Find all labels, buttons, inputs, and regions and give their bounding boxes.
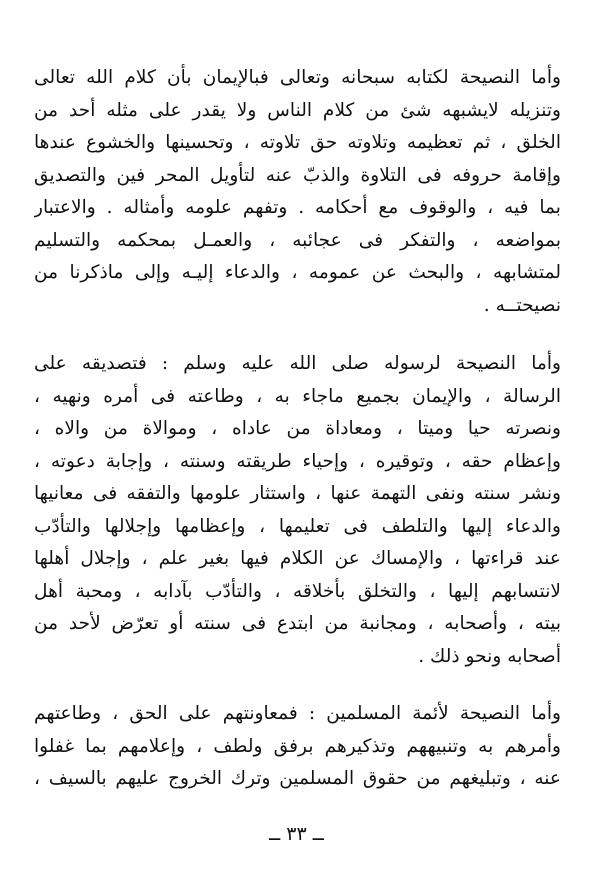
text-line: عنه ، وتبليغهم من حقوق المسلمين وترك الخروج عليهم بالسيف ، — [34, 768, 561, 789]
text-line: وإعظام حقه ، وتوقيره ، وإحياء طريقته وسنته ، وإجابة دعوته ، — [34, 450, 561, 472]
text-line: نصيحتــه . — [483, 294, 561, 316]
text-line: ونصرته حيا وميتا ، ومعاداة من عاداه ، وموالاة من والاه ، — [34, 418, 561, 439]
text-line: والدعاء إليها والتلطف فى تعليمها ، وإعظامها وإجلالها والتأدّب — [34, 515, 561, 537]
text-line: عند قراءتها ، والإمساك عن الكلام فيها بغير علم ، وإجلال أهلها — [34, 548, 561, 569]
text-line: بيته ، وأصحابه ، ومجانبة من ابتدع فى سنته أو تعرّض لأحد من — [34, 613, 561, 634]
text-line: الرسالة ، والإيمان بجميع ماجاء به ، وطاعته فى أمره ونهيه ، — [34, 385, 561, 407]
text-line: وأمرهم به وتنبيههم وتذكيرهم برفق ولطف ، وإعلامهم بما غفلوا — [34, 735, 561, 757]
text-line: وأما النصيحة لرسوله صلى الله عليه وسلم : فتصديقه على — [34, 353, 561, 374]
text-line: أصحابه ونحو ذلك . — [418, 645, 561, 667]
page-body — [34, 62, 561, 852]
text-line: بمواضعه ، والتفكر فى عجائبه ، والعمـل بمحكمه والتسليم — [34, 229, 561, 251]
paragraph-advice-for-book — [34, 62, 561, 322]
paragraph-advice-for-leaders — [34, 698, 561, 796]
text-line: بما فيه ، والوقوف مع أحكامه . وتفهم علومه وأمثاله . والاعتبار — [34, 197, 561, 218]
text-line: ونشر سنته ونفى التهمة عنها ، واستثار علومها والتفقه فى معانيها — [34, 483, 561, 504]
text-line: وإقامة حروفه فى التلاوة والذبّ عنه لتأويل المحر فين والتصديق — [34, 164, 561, 186]
page-number: ــ ٣٣ ــ — [269, 823, 324, 845]
text-line: لانتسابهم إليها ، والتخلق بأخلاقه ، والتأدّب بآدابه ، ومحبة أهل — [34, 580, 561, 602]
paragraph-advice-for-messenger — [34, 348, 561, 673]
text-line: وأما النصيحة لكتابه سبحانه وتعالى فبالإيمان بأن كلام الله تعالى — [34, 67, 561, 88]
text-line: وأما النصيحة لأئمة المسلمين : فمعاونتهم على الحق ، وطاعتهم — [34, 703, 561, 724]
text-line: الخلق ، ثم تعظيمه وتلاوته حق تلاوته ، وتحسينها والخشوع عندها — [34, 132, 561, 153]
text-line: وتنزيله لايشبهه شئ من كلام الناس ولا يقدر على مثله أحد من — [34, 99, 561, 121]
text-line: لمتشابهه ، والبحث عن عمومه ، والدعاء إليـه وإلى ماذكرنا من — [34, 262, 561, 283]
